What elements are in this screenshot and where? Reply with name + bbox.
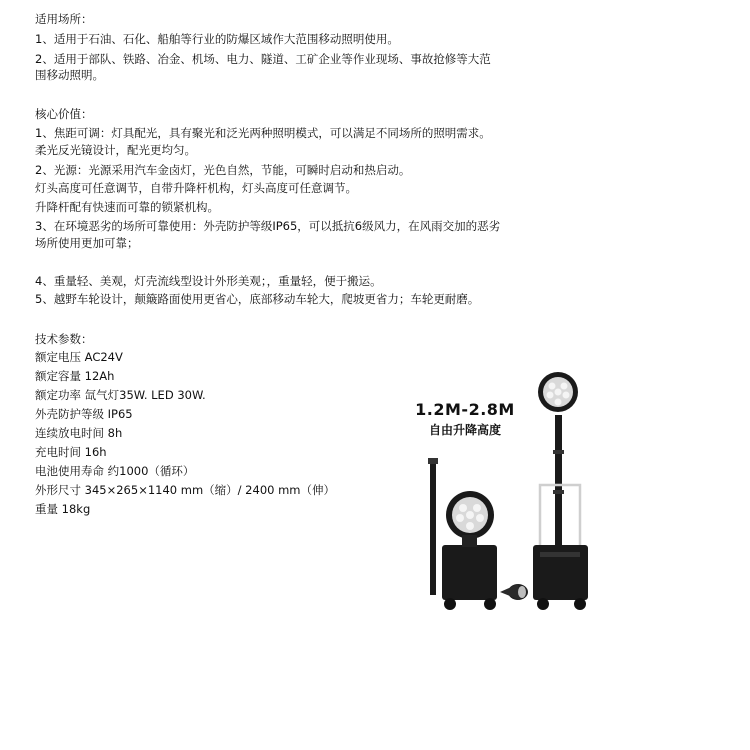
core-item-3-cont: 场所使用更加可靠； (35, 236, 139, 250)
spec-weight: 重量 18kg (35, 502, 91, 516)
spec-charge-time: 充电时间 16h (35, 445, 107, 459)
core-heading: 核心价值： (35, 107, 93, 121)
core-item-5: 5、越野车轮设计，颠簸路面使用更省心，底部移动车轮大，爬坡更省力；车轮更耐磨。 (35, 292, 480, 306)
spec-capacity: 额定容量 12Ah (35, 369, 115, 383)
product-photo (400, 360, 620, 620)
usage-heading: 适用场所： (35, 12, 93, 26)
spec-discharge-time: 连续放电时间 8h (35, 426, 123, 440)
usage-item-2-cont: 围移动照明。 (35, 68, 104, 82)
spec-battery-life: 电池使用寿命 约1000（循环） (35, 464, 195, 478)
specs-heading: 技术参数： (35, 332, 93, 346)
usage-item-1: 1、适用于石油、石化、船舶等行业的防爆区域作大范围移动照明使用。 (35, 32, 399, 46)
usage-item-2: 2、适用于部队、铁路、冶金、机场、电力、隧道、工矿企业等作业现场、事故抢修等大范 (35, 52, 491, 66)
height-range-label: 1.2M-2.8M (415, 400, 515, 419)
lamp-extended-illustration (533, 372, 588, 610)
height-adjust-label: 自由升降高度 (428, 423, 501, 437)
core-item-2-cont-a: 灯头高度可任意调节，自带升降杆机构，灯头高度可任意调节。 (35, 181, 357, 195)
core-item-4: 4、重量轻、美观，灯壳流线型设计外形美观；，重量轻，便于搬运。 (35, 274, 382, 288)
spec-ip-rating: 外壳防护等级 IP65 (35, 407, 133, 421)
core-item-3: 3、在环境恶劣的场所可靠使用：外壳防护等级IP65，可以抵抗6级风力，在风雨交加的恶劣 (35, 219, 501, 233)
core-item-2: 2、光源：光源采用汽车金卤灯，光色自然，节能，可瞬时启动和热启动。 (35, 163, 411, 177)
product-caption (410, 400, 520, 438)
spec-voltage: 额定电压 AC24V (35, 350, 123, 364)
core-item-2-cont-b: 升降杆配有快速而可靠的锁紧机构。 (35, 200, 219, 214)
lamp-retracted-illustration (428, 458, 497, 610)
spec-power: 额定功率 氙气灯35W. LED 30W. (35, 388, 206, 402)
core-item-1-cont: 柔光反光镜设计，配光更均匀。 (35, 143, 196, 157)
core-item-1: 1、焦距可调：灯具配光，具有聚光和泛光两种照明模式，可以满足不同场所的照明需求。 (35, 126, 491, 140)
torch-illustration (500, 584, 528, 600)
spec-dimensions: 外形尺寸 345×265×1140 mm（缩）/ 2400 mm（伸） (35, 483, 336, 497)
